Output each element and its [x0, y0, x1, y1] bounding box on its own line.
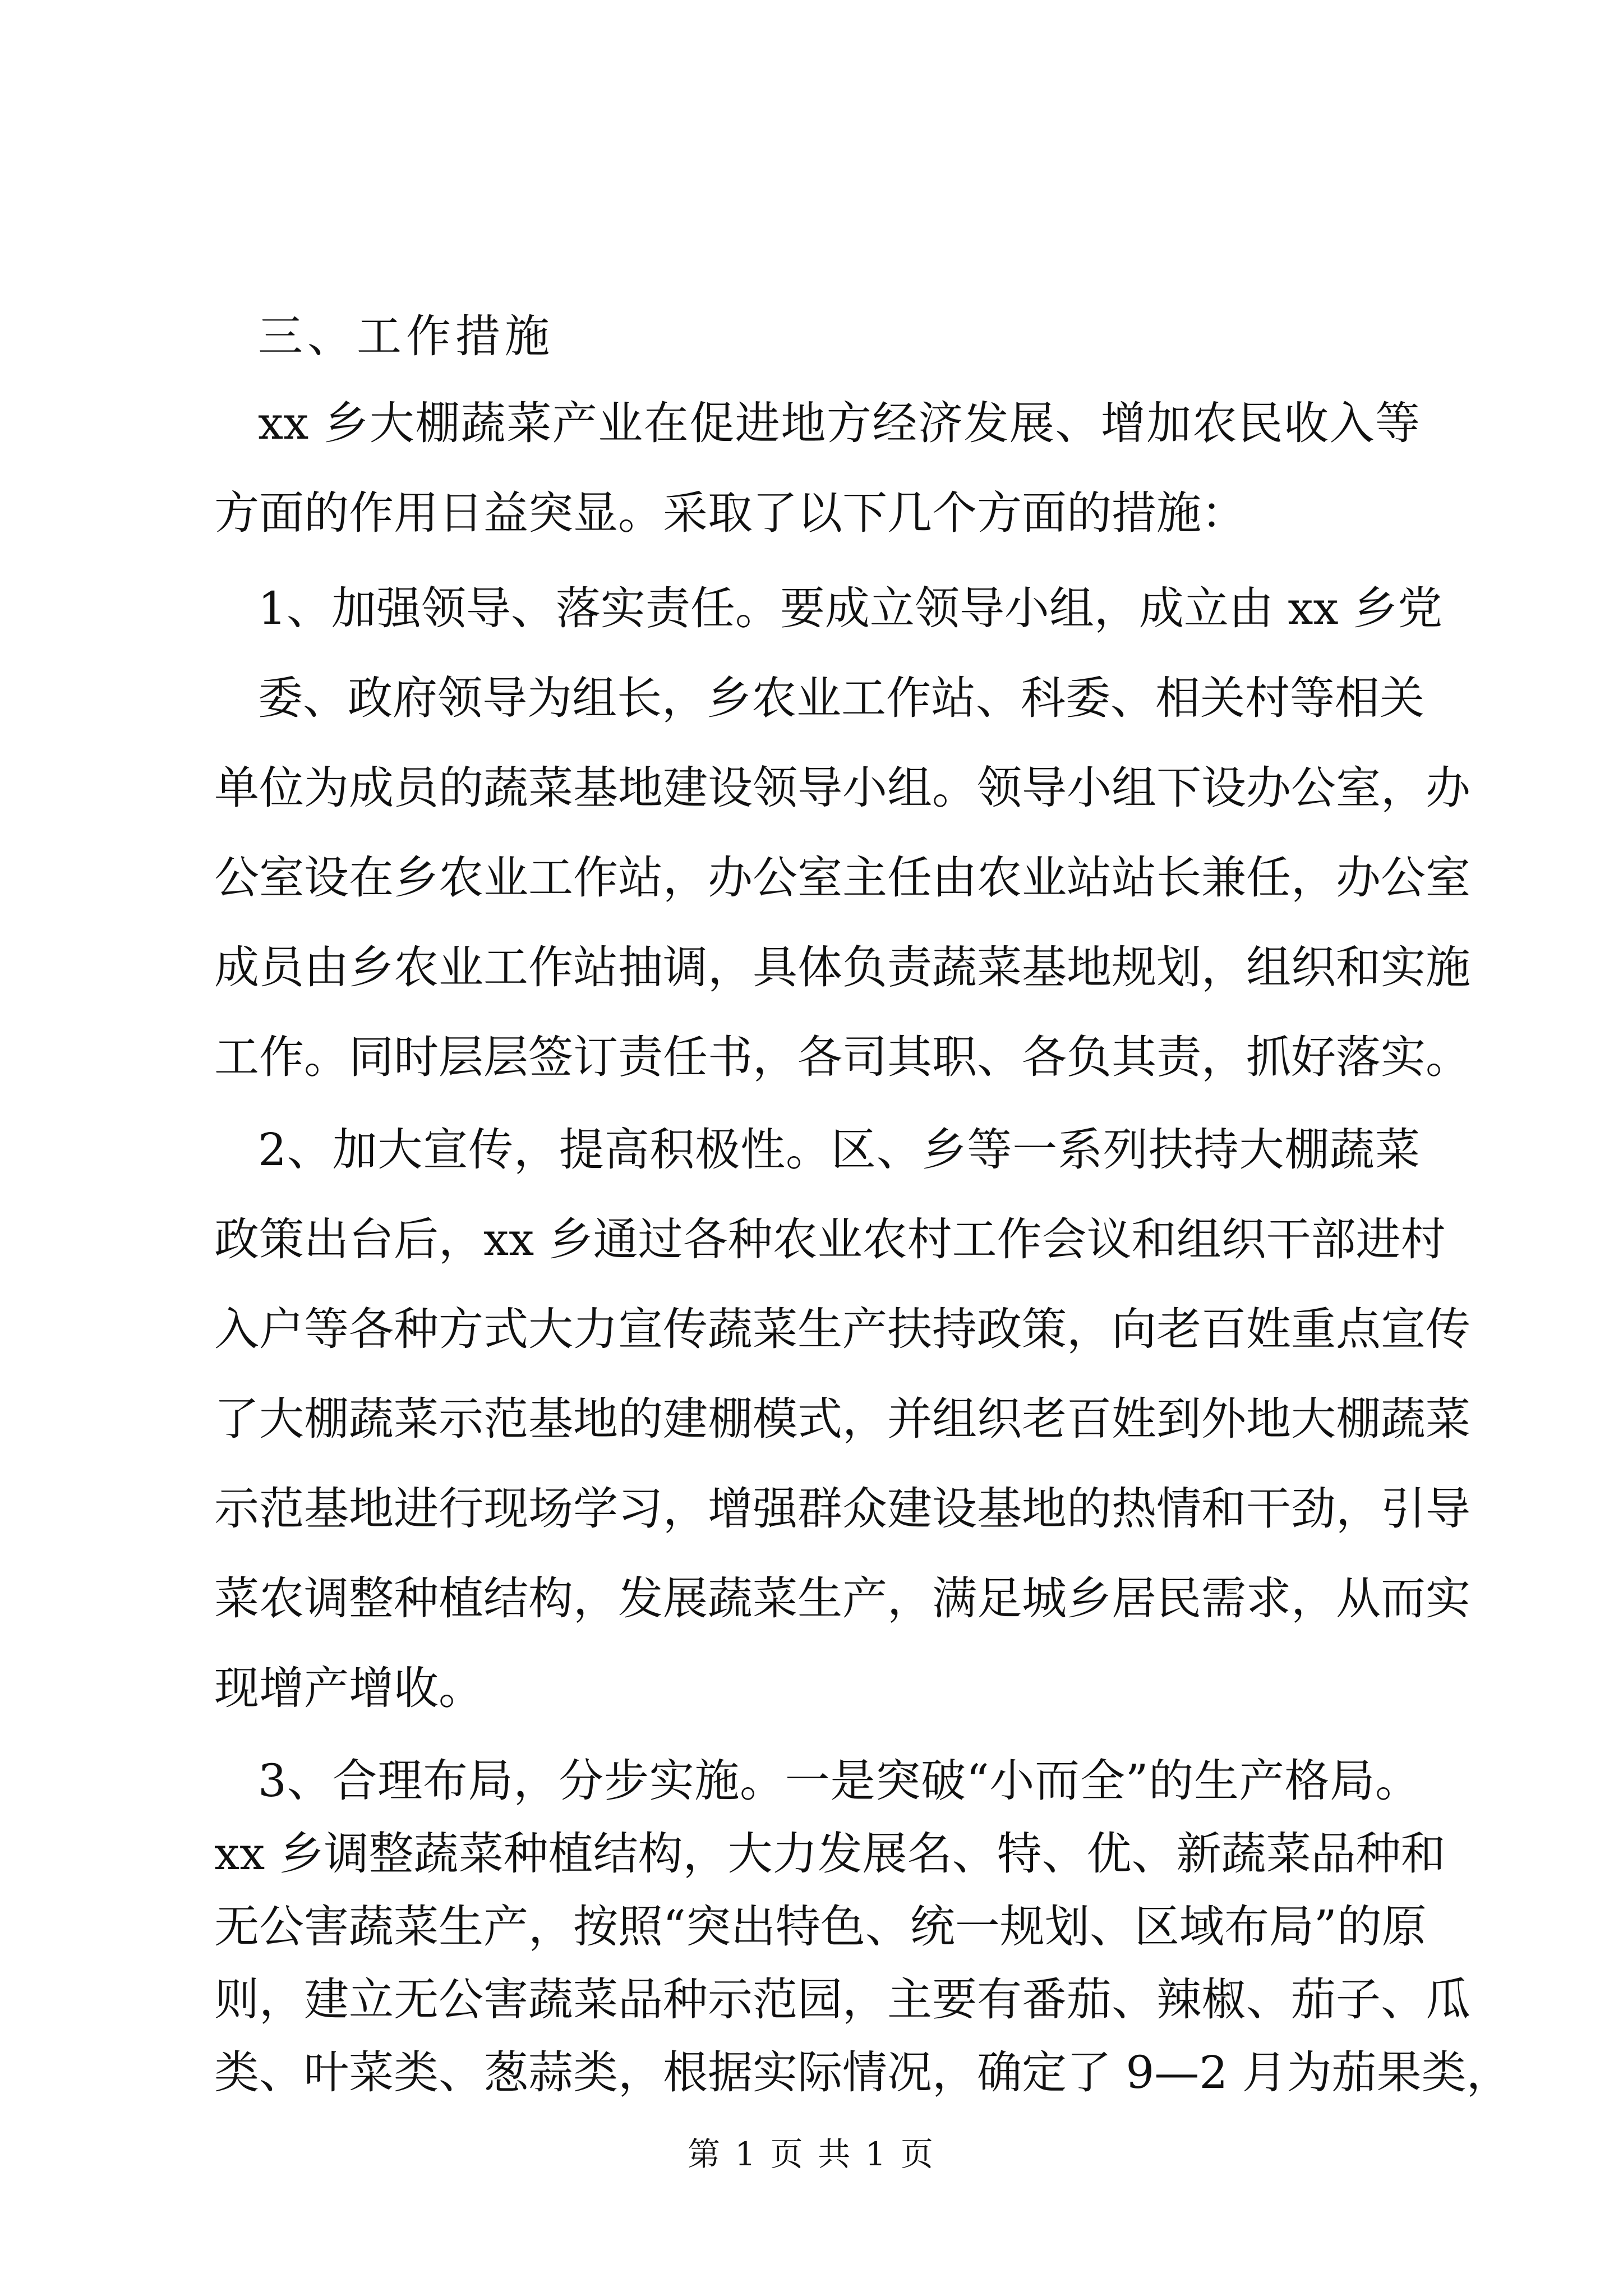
body-line: xx 乡大棚蔬菜产业在促进地方经济发展、增加农民收入等: [258, 397, 1420, 449]
body-line: 委、政府领导为组长，乡农业工作站、科委、相关村等相关: [258, 672, 1424, 724]
body-line: 菜农调整种植结构，发展蔬菜生产，满足城乡居民需求，从而实: [214, 1572, 1470, 1625]
body-line: 3、合理布局，分步实施。一是突破“小而全”的生产格局。: [258, 1755, 1420, 1807]
body-line: 入户等各种方式大力宣传蔬菜生产扶持政策，向老百姓重点宣传: [214, 1303, 1470, 1355]
body-line: 无公害蔬菜生产，按照“突出特色、统一规划、区域布局”的原: [214, 1901, 1427, 1953]
body-line: 2、加大宣传，提高积极性。区、乡等一系列扶持大棚蔬菜: [258, 1124, 1420, 1176]
body-line: 方面的作用日益突显。采取了以下几个方面的措施：: [214, 487, 1246, 539]
body-line: 单位为成员的蔬菜基地建设领导小组。领导小组下设办公室，办: [214, 762, 1470, 814]
body-line: 工作。同时层层签订责任书，各司其职、各负其责，抓好落实。: [214, 1031, 1470, 1083]
body-line: 现增产增收。: [214, 1662, 483, 1714]
body-line: 示范基地进行现场学习，增强群众建设基地的热情和干劲，引导: [214, 1483, 1470, 1535]
page-footer: 第 1 页 共 1 页: [688, 2135, 935, 2173]
section-heading: 三、工作措施: [258, 310, 554, 362]
body-line: 成员由乡农业工作站抽调，具体负责蔬菜基地规划，组织和实施: [214, 941, 1470, 993]
body-line: 政策出台后，xx 乡通过各种农业农村工作会议和组织干部进村: [214, 1213, 1446, 1266]
body-line: 公室设在乡农业工作站，办公室主任由农业站站长兼任，办公室: [214, 852, 1470, 904]
body-line: 了大棚蔬菜示范基地的建棚模式，并组织老百姓到外地大棚蔬菜: [214, 1393, 1470, 1445]
body-line: xx 乡调整蔬菜种植结构，大力发展名、特、优、新蔬菜品种和: [214, 1828, 1446, 1880]
body-line: 类、叶菜类、葱蒜类，根据实际情况，确定了 9—2 月为茄果类，: [214, 2046, 1511, 2099]
body-line: 则，建立无公害蔬菜品种示范园，主要有番茄、辣椒、茄子、瓜: [214, 1973, 1470, 2026]
body-line: 1、加强领导、落实责任。要成立领导小组，成立由 xx 乡党: [258, 582, 1442, 634]
